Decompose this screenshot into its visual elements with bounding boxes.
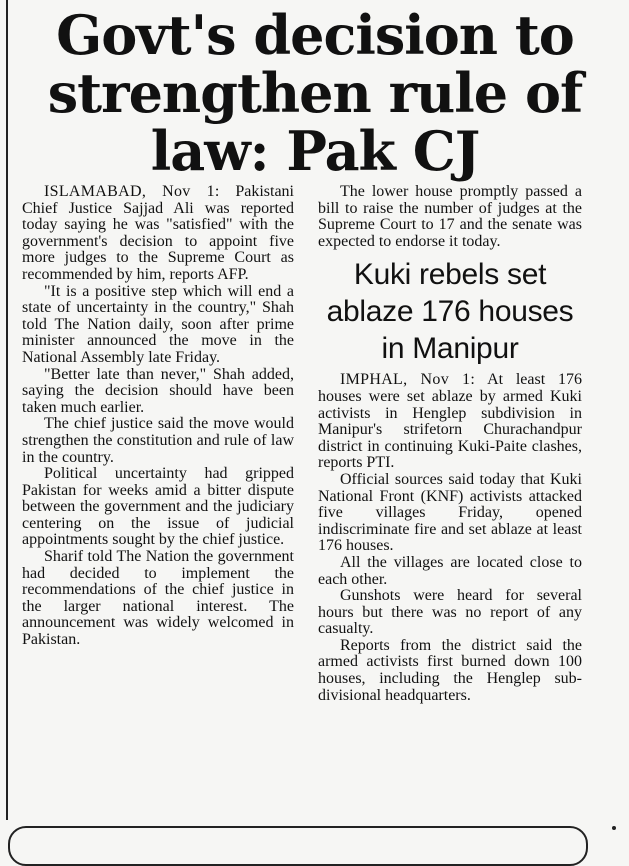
article-paragraph: Political uncertainty had gripped Pakistan for weeks amid a bitter dispute between the government and the judiciary centering on the issue of judicial appointments sought by the chief justice.	[22, 465, 294, 549]
article-column-right	[318, 184, 582, 704]
article-paragraph: "It is a positive step which will end a state of uncertainty in the country," Shah told The Nation daily, soon after prime minister announced the move in the National Assembly late Friday.	[22, 282, 294, 366]
article-paragraph-continued: The lower house promptly passed a bill to raise the number of judges at the Supreme Court to 17 and the senate was expected to endorse it today.	[318, 183, 582, 250]
article-column-left	[22, 184, 294, 649]
article-paragraph: The chief justice said the move would strengthen the constitution and rule of law in the country.	[22, 415, 294, 466]
article-paragraph: Gunshots were heard for several hours but there was no report of any casualty.	[318, 587, 582, 638]
article-paragraph: Sharif told The Nation the government had decided to implement the recommendations of the chief justice in the larger national interest. The announcement was widely welcomed in Pakistan.	[22, 548, 294, 649]
paragraph-text: Pakistani Chief Justice Sajjad Ali was reported today saying he was "satisfied" with the government's decision to appoint five more judges to the Supreme Court as recommended by him, reports AFP.	[22, 183, 294, 283]
article-paragraph	[22, 184, 294, 284]
main-headline: Govt's decision to strengthen rule of law: Pak CJ	[47, 3, 583, 183]
article-paragraph: Official sources said today that Kuki National Front (KNF) activists attacked five villages Friday, opened indiscriminate fire and set ablaze at least 176 houses.	[318, 470, 582, 555]
column-rule	[6, 0, 8, 820]
paragraph-text: At least 176 houses were set ablaze by armed Kuki activists in Henglep subdivision in Manipur's strifetorn Churachandpur district in continuing Kuki-Paite clashes, reports PTI.	[318, 371, 582, 472]
article-paragraph: "Better late than never," Shah added, saying the decision should have been taken much earlier.	[22, 365, 294, 416]
dateline: ISLAMABAD, Nov 1:	[44, 183, 220, 200]
dateline: IMPHAL, Nov 1:	[340, 371, 476, 389]
article-paragraph	[318, 372, 582, 472]
print-speck	[612, 826, 616, 830]
article-paragraph: Reports from the district said the armed activists first burned down 100 houses, including the Henglep sub-divisional headquarters.	[318, 636, 582, 704]
next-article-border	[8, 826, 588, 866]
article-paragraph: All the villages are located close to each other.	[318, 553, 582, 588]
secondary-headline: Kuki rebels set ablaze 176 houses in Manipur	[326, 258, 574, 366]
